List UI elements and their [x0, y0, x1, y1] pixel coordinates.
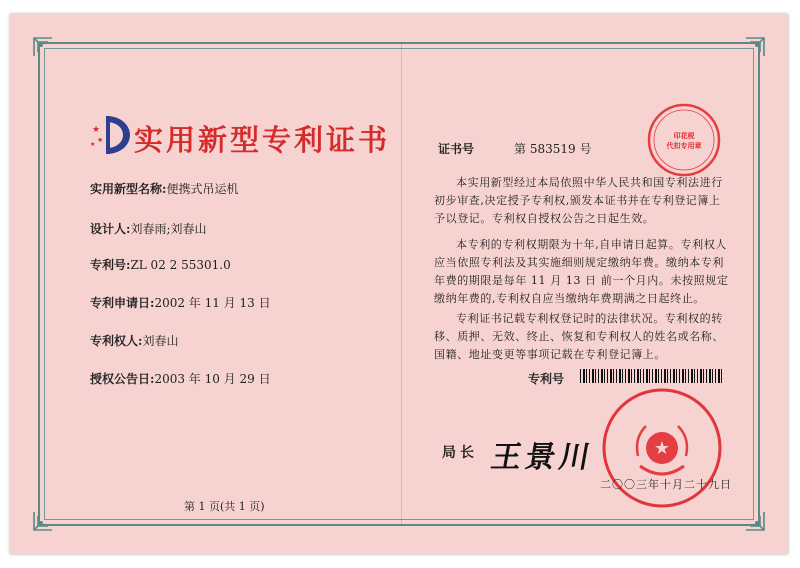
- cert-number-label: 证书号: [438, 142, 475, 156]
- seal-center-text: 代扣专用章: [666, 141, 702, 150]
- field-value: 2003 年 10 月 29 日: [154, 372, 271, 386]
- patent-number-row: [90, 256, 231, 273]
- field-label: 授权公告日:: [90, 372, 155, 386]
- field-label: 专利权人:: [90, 334, 143, 348]
- field-label: 设计人:: [90, 222, 131, 236]
- corner-ornament: [744, 36, 766, 58]
- certificate-number: [438, 140, 591, 157]
- field-value: 2002 年 11 月 13 日: [154, 296, 271, 310]
- svg-text:★: ★: [97, 136, 104, 144]
- patent-number-label: 专利号: [528, 372, 565, 386]
- director-signature: 王景川: [488, 440, 597, 475]
- barcode: [580, 369, 722, 383]
- director-title: 局长: [442, 445, 478, 461]
- page-number: 第 1 页(共 1 页): [184, 500, 265, 513]
- svg-text:★: ★: [90, 141, 96, 148]
- seal-center-text: 印花税: [673, 131, 695, 140]
- patent-office-logo: [88, 112, 134, 158]
- corner-ornament: [744, 510, 766, 532]
- certificate-paragraph: 本专利的专利权期限为十年,自申请日起算。专利权人应当依照专利法及其实施细则规定缴纳年费。缴纳本专利年费的期限是每年 11 月 13 日 前一个月内。未按照规定缴纳年费的,专利权自应当缴纳年费期满之日起终止。: [434, 238, 729, 305]
- field-label: 专利申请日:: [90, 296, 155, 310]
- tax-stamp-seal: [646, 102, 722, 178]
- patentee-row: [90, 332, 178, 349]
- field-label: 专利号:: [90, 258, 131, 272]
- certificate-paragraph: 专利证书记载专利权登记时的法律状况。专利权的转移、质押、无效、终止、恢复和专利权人的姓名或名称、国籍、地址变更等事项记载在专利登记簿上。: [434, 312, 724, 361]
- center-fold: [401, 44, 402, 524]
- field-value: ZL 02 2 55301.0: [130, 258, 231, 272]
- certificate-title: 实用新型专利证书: [134, 123, 391, 157]
- field-value: 刘春雨;刘春山: [130, 222, 207, 236]
- designer-row: [90, 220, 206, 237]
- field-value: 刘春山: [142, 334, 179, 348]
- field-label: 实用新型名称:: [90, 182, 167, 196]
- svg-text:★: ★: [92, 125, 101, 135]
- filing-date-row: [90, 294, 271, 311]
- certificate-paragraph: 本实用新型经过本局依照中华人民共和国专利法进行初步审查,决定授予专利权,颁发本证书并在专利登记簿上予以登记。专利权自授权公告之日起生效。: [434, 176, 723, 225]
- grant-date-row: [90, 370, 271, 387]
- field-value: 便携式吊运机: [166, 182, 239, 196]
- corner-ornament: [32, 36, 54, 58]
- issue-date: 二〇〇三年十月二十九日: [600, 478, 732, 491]
- corner-ornament: [32, 510, 54, 532]
- certificate-page: [10, 14, 788, 554]
- svg-text:★: ★: [653, 438, 671, 459]
- utility-model-name-row: [90, 180, 238, 197]
- cert-number-value: 第 583519 号: [514, 142, 592, 156]
